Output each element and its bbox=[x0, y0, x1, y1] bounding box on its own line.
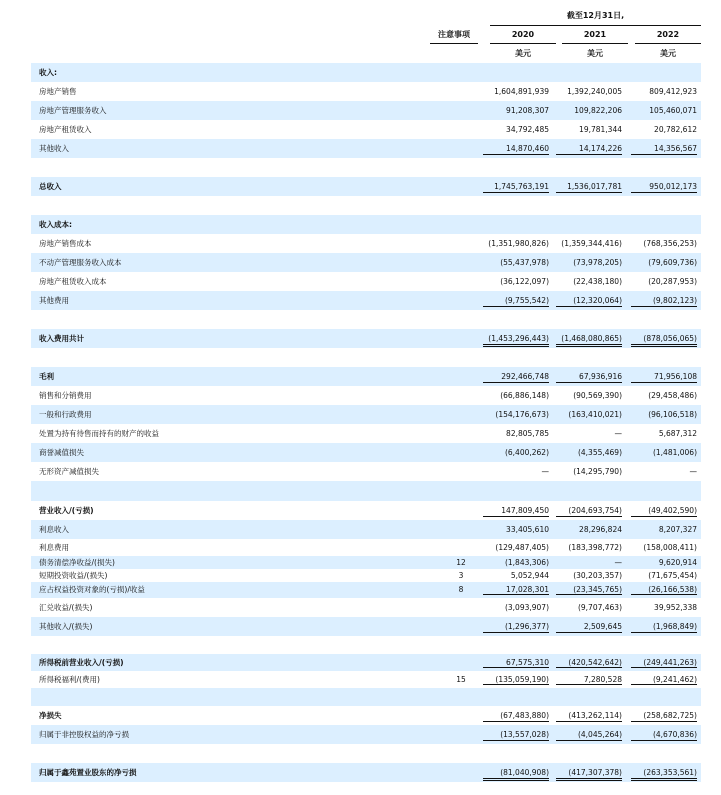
total-underline bbox=[483, 382, 549, 383]
row-label: 归属于非控股权益的净亏损 bbox=[39, 730, 129, 739]
value-2021: (163,410,021) bbox=[568, 410, 622, 419]
row-label: 归属于鑫苑置业股东的净亏损 bbox=[39, 768, 137, 777]
total-underline bbox=[631, 306, 697, 307]
value-2022: (20,287,953) bbox=[648, 277, 697, 286]
total-underline bbox=[631, 684, 697, 685]
table-row bbox=[31, 671, 701, 688]
total-underline bbox=[556, 632, 622, 633]
value-2021: (183,398,772) bbox=[568, 543, 622, 552]
row-note: 8 bbox=[458, 585, 464, 594]
row-note: 12 bbox=[456, 558, 466, 567]
value-2020: (1,843,306) bbox=[504, 558, 549, 567]
value-2021: 1,392,240,005 bbox=[567, 87, 622, 96]
row-label: 收入成本: bbox=[39, 220, 72, 229]
value-2021: 67,936,916 bbox=[579, 372, 622, 381]
table-row bbox=[31, 582, 701, 598]
value-2020: 14,870,460 bbox=[506, 144, 549, 153]
total-underline bbox=[631, 721, 697, 722]
currency-label: 美元 bbox=[515, 49, 531, 58]
value-2021: (4,355,469) bbox=[577, 448, 622, 457]
value-2021: (30,203,357) bbox=[573, 571, 622, 580]
value-2021: (73,978,205) bbox=[573, 258, 622, 267]
row-label: 营业收入/(亏损) bbox=[39, 506, 94, 515]
total-underline bbox=[631, 740, 697, 741]
value-2022: (9,241,462) bbox=[652, 675, 697, 684]
year-rule bbox=[635, 43, 701, 44]
value-2020: (66,886,148) bbox=[500, 391, 549, 400]
row-label: 商誉减值损失 bbox=[39, 448, 84, 457]
value-2020: (13,557,028) bbox=[500, 730, 549, 739]
value-2022: 39,952,338 bbox=[654, 603, 697, 612]
value-2020: 147,809,450 bbox=[501, 506, 549, 515]
total-underline bbox=[556, 667, 622, 668]
total-underline bbox=[631, 632, 697, 633]
row-label: 收入费用共计 bbox=[39, 334, 84, 343]
row-label: 无形资产减值损失 bbox=[39, 467, 99, 476]
currency-label: 美元 bbox=[587, 49, 603, 58]
total-underline bbox=[631, 154, 697, 155]
value-2021: — bbox=[614, 429, 622, 438]
value-2021: 19,781,344 bbox=[579, 125, 622, 134]
row-label: 房地产销售 bbox=[39, 87, 77, 96]
total-underline bbox=[483, 516, 549, 517]
table-row bbox=[31, 367, 701, 386]
table-row bbox=[31, 253, 701, 272]
year-rule bbox=[490, 43, 556, 44]
table-row bbox=[31, 139, 701, 158]
value-2021: (12,320,064) bbox=[573, 296, 622, 305]
total-underline bbox=[556, 346, 622, 347]
total-underline bbox=[556, 778, 622, 779]
period-header bbox=[0, 7, 721, 25]
value-2020: 33,405,610 bbox=[506, 525, 549, 534]
table-row bbox=[31, 386, 701, 405]
table-row bbox=[31, 63, 701, 82]
value-2022: 9,620,914 bbox=[658, 558, 697, 567]
value-2020: (67,483,880) bbox=[500, 711, 549, 720]
row-label: 一般和行政费用 bbox=[39, 410, 92, 419]
period-label: 截至12月31日, bbox=[566, 11, 625, 20]
total-underline bbox=[631, 780, 697, 781]
row-label: 销售和分销费用 bbox=[39, 391, 92, 400]
spacer-row bbox=[31, 348, 701, 367]
value-2022: (26,166,538) bbox=[648, 585, 697, 594]
spacer-row bbox=[31, 744, 701, 763]
row-label: 收入: bbox=[39, 68, 57, 77]
column-header bbox=[0, 26, 721, 44]
value-2022: 105,460,071 bbox=[649, 106, 697, 115]
value-2021: (1,359,344,416) bbox=[561, 239, 622, 248]
value-2020: (154,176,673) bbox=[495, 410, 549, 419]
total-underline bbox=[556, 740, 622, 741]
row-label: 短期投资收益/(损失) bbox=[39, 571, 108, 580]
spacer-row bbox=[31, 196, 701, 215]
value-2021: (1,468,080,865) bbox=[561, 334, 622, 343]
table-row bbox=[31, 654, 701, 671]
total-underline bbox=[556, 382, 622, 383]
value-2022: (263,353,561) bbox=[643, 768, 697, 777]
row-label: 应占权益投资对象的(亏损)/收益 bbox=[39, 585, 145, 594]
value-2021: (4,045,264) bbox=[577, 730, 622, 739]
table-row bbox=[31, 569, 701, 582]
value-2021: (90,569,390) bbox=[573, 391, 622, 400]
total-underline bbox=[556, 516, 622, 517]
row-label: 房地产租赁收入 bbox=[39, 125, 92, 134]
table-row bbox=[31, 101, 701, 120]
total-underline bbox=[556, 192, 622, 193]
total-underline bbox=[483, 154, 549, 155]
value-2021: (413,262,114) bbox=[568, 711, 622, 720]
value-2020: (36,122,097) bbox=[500, 277, 549, 286]
total-underline bbox=[483, 346, 549, 347]
total-underline bbox=[556, 154, 622, 155]
value-2021: 14,174,226 bbox=[579, 144, 622, 153]
value-2022: (9,802,123) bbox=[652, 296, 697, 305]
value-2020: (81,040,908) bbox=[500, 768, 549, 777]
value-2022: (79,609,736) bbox=[648, 258, 697, 267]
value-2021: 109,822,206 bbox=[574, 106, 622, 115]
value-2020: 34,792,485 bbox=[506, 125, 549, 134]
row-label: 不动产管理服务收入成本 bbox=[39, 258, 122, 267]
total-underline bbox=[483, 306, 549, 307]
value-2022: (1,481,006) bbox=[652, 448, 697, 457]
total-underline bbox=[631, 382, 697, 383]
table-row bbox=[31, 539, 701, 556]
value-2022: — bbox=[689, 467, 697, 476]
spacer-row bbox=[31, 310, 701, 329]
table-row bbox=[31, 215, 701, 234]
value-2021: (417,307,378) bbox=[568, 768, 622, 777]
spacer-row bbox=[31, 688, 701, 706]
value-2022: (4,670,836) bbox=[652, 730, 697, 739]
value-2020: 5,052,944 bbox=[510, 571, 549, 580]
total-underline bbox=[483, 344, 549, 345]
total-underline bbox=[556, 684, 622, 685]
row-label: 利息费用 bbox=[39, 543, 69, 552]
total-underline bbox=[631, 344, 697, 345]
table-row bbox=[31, 291, 701, 310]
value-2020: 67,575,310 bbox=[506, 658, 549, 667]
value-2022: 950,012,173 bbox=[649, 182, 697, 191]
row-label: 总收入 bbox=[39, 182, 62, 191]
row-label: 汇兑收益/(损失) bbox=[39, 603, 93, 612]
value-2020: — bbox=[541, 467, 549, 476]
value-2022: 809,412,923 bbox=[649, 87, 697, 96]
total-underline bbox=[483, 594, 549, 595]
total-underline bbox=[631, 192, 697, 193]
row-label: 债务清偿净收益/(损失) bbox=[39, 558, 115, 567]
value-2022: (249,441,263) bbox=[643, 658, 697, 667]
row-label: 利息收入 bbox=[39, 525, 69, 534]
total-underline bbox=[631, 667, 697, 668]
value-2020: 1,745,763,191 bbox=[494, 182, 549, 191]
value-2022: (96,106,518) bbox=[648, 410, 697, 419]
table-row bbox=[31, 405, 701, 424]
row-label: 所得税福利/(费用) bbox=[39, 675, 100, 684]
spacer-row bbox=[31, 481, 701, 501]
value-2020: (55,437,978) bbox=[500, 258, 549, 267]
row-label: 其他费用 bbox=[39, 296, 69, 305]
value-2022: (768,356,253) bbox=[643, 239, 697, 248]
table-row bbox=[31, 234, 701, 253]
value-2020: 91,208,307 bbox=[506, 106, 549, 115]
value-2022: 5,687,312 bbox=[658, 429, 697, 438]
total-underline bbox=[483, 632, 549, 633]
value-2022: (1,968,849) bbox=[652, 622, 697, 631]
value-2021: (22,438,180) bbox=[573, 277, 622, 286]
value-2022: 20,782,612 bbox=[654, 125, 697, 134]
row-note: 3 bbox=[458, 571, 464, 580]
table-row bbox=[31, 617, 701, 636]
value-2020: (1,453,296,443) bbox=[488, 334, 549, 343]
total-underline bbox=[631, 778, 697, 779]
row-label: 净损失 bbox=[39, 711, 62, 720]
row-label: 所得税前营业收入/(亏损) bbox=[39, 658, 124, 667]
table-row bbox=[31, 443, 701, 462]
table-row bbox=[31, 177, 701, 196]
total-underline bbox=[556, 780, 622, 781]
value-2022: (258,682,725) bbox=[643, 711, 697, 720]
total-underline bbox=[483, 780, 549, 781]
year-rule bbox=[562, 43, 628, 44]
total-underline bbox=[483, 778, 549, 779]
value-2022: (29,458,486) bbox=[648, 391, 697, 400]
value-2021: 1,536,017,781 bbox=[567, 182, 622, 191]
value-2022: 14,356,567 bbox=[654, 144, 697, 153]
table-row bbox=[31, 424, 701, 443]
year-2022-label: 2022 bbox=[656, 30, 680, 39]
row-label: 房地产管理服务收入 bbox=[39, 106, 107, 115]
value-2020: (9,755,542) bbox=[504, 296, 549, 305]
value-2021: (420,542,642) bbox=[568, 658, 622, 667]
total-underline bbox=[483, 721, 549, 722]
value-2020: (1,296,377) bbox=[504, 622, 549, 631]
total-underline bbox=[556, 344, 622, 345]
value-2021: (204,693,754) bbox=[568, 506, 622, 515]
value-2021: — bbox=[614, 558, 622, 567]
row-label: 处置为持有待售而持有的财产的收益 bbox=[39, 429, 159, 438]
spacer-row bbox=[31, 636, 701, 654]
value-2020: 17,028,301 bbox=[506, 585, 549, 594]
table-row bbox=[31, 272, 701, 291]
note-rule bbox=[430, 43, 478, 44]
table-row bbox=[31, 82, 701, 101]
total-underline bbox=[483, 192, 549, 193]
value-2022: (878,056,065) bbox=[643, 334, 697, 343]
row-label: 毛利 bbox=[39, 372, 54, 381]
spacer-row bbox=[31, 158, 701, 177]
row-label: 房地产销售成本 bbox=[39, 239, 92, 248]
value-2020: (129,487,405) bbox=[495, 543, 549, 552]
value-2022: (158,008,411) bbox=[643, 543, 697, 552]
value-2021: (23,345,765) bbox=[573, 585, 622, 594]
year-2021-label: 2021 bbox=[583, 30, 607, 39]
total-underline bbox=[631, 516, 697, 517]
value-2020: (1,351,980,826) bbox=[488, 239, 549, 248]
value-2020: 82,805,785 bbox=[506, 429, 549, 438]
row-label: 房地产租赁收入成本 bbox=[39, 277, 107, 286]
total-underline bbox=[556, 594, 622, 595]
total-underline bbox=[483, 740, 549, 741]
value-2020: (135,059,190) bbox=[495, 675, 549, 684]
row-label: 其他收入 bbox=[39, 144, 69, 153]
table-row bbox=[31, 598, 701, 617]
table-row bbox=[31, 556, 701, 569]
total-underline bbox=[483, 684, 549, 685]
total-underline bbox=[556, 306, 622, 307]
total-underline bbox=[556, 721, 622, 722]
table-row bbox=[31, 706, 701, 725]
total-underline bbox=[631, 594, 697, 595]
value-2020: (6,400,262) bbox=[504, 448, 549, 457]
note-column-label: 注意事项 bbox=[438, 30, 470, 39]
value-2020: 292,466,748 bbox=[501, 372, 549, 381]
value-2021: (14,295,790) bbox=[573, 467, 622, 476]
currency-label: 美元 bbox=[660, 49, 676, 58]
value-2022: 71,956,108 bbox=[654, 372, 697, 381]
year-2020-label: 2020 bbox=[511, 30, 535, 39]
value-2021: 2,509,645 bbox=[583, 622, 622, 631]
row-note: 15 bbox=[456, 675, 466, 684]
table-row bbox=[31, 462, 701, 481]
value-2021: 28,296,824 bbox=[579, 525, 622, 534]
value-2021: 7,280,528 bbox=[583, 675, 622, 684]
total-underline bbox=[631, 346, 697, 347]
total-underline bbox=[483, 667, 549, 668]
table-row bbox=[31, 501, 701, 520]
table-row bbox=[31, 520, 701, 539]
value-2022: (71,675,454) bbox=[648, 571, 697, 580]
value-2021: (9,707,463) bbox=[577, 603, 622, 612]
value-2022: 8,207,327 bbox=[658, 525, 697, 534]
currency-header bbox=[0, 45, 721, 63]
table-row bbox=[31, 725, 701, 744]
value-2020: (3,093,907) bbox=[504, 603, 549, 612]
value-2022: (49,402,590) bbox=[648, 506, 697, 515]
value-2020: 1,604,891,939 bbox=[494, 87, 549, 96]
table-row bbox=[31, 120, 701, 139]
row-label: 其他收入/(损失) bbox=[39, 622, 93, 631]
